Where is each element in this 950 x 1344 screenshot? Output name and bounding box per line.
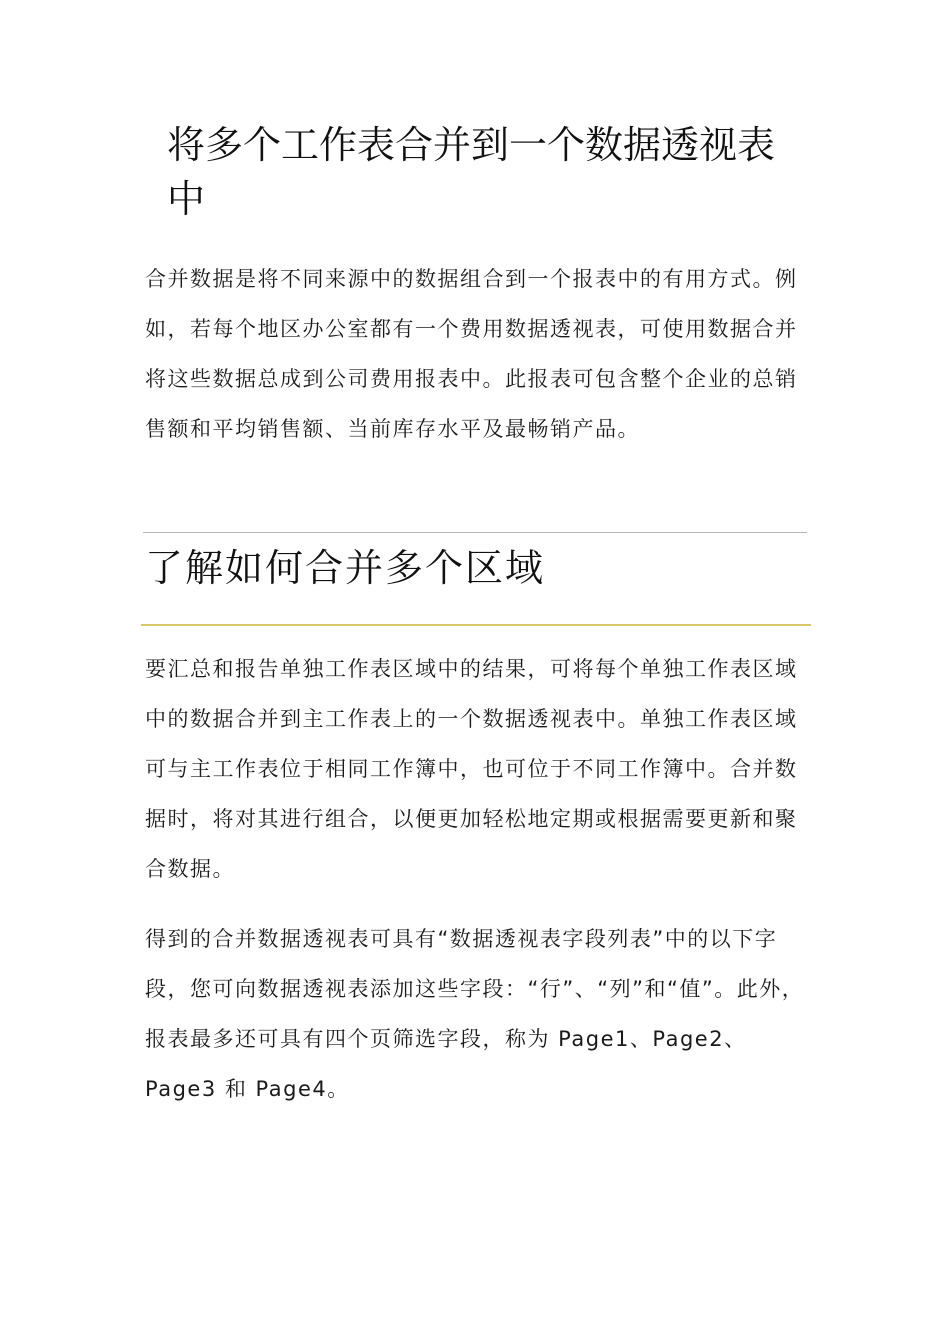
section-paragraph-1: 要汇总和报告单独工作表区域中的结果，可将每个单独工作表区域中的数据合并到主工作表上的一个数据透视表中。单独工作表区域可与主工作表位于相同工作簿中，也可位于不同工作簿中。合并数据时，将对其进行组合，以便更加轻松地定期或根据需要更新和聚合数据。 bbox=[145, 657, 798, 881]
page-title: 将多个工作表合并到一个数据透视表中 bbox=[167, 123, 776, 221]
intro-paragraph: 合并数据是将不同来源中的数据组合到一个报表中的有用方式。例如，若每个地区办公室都有一个费用数据透视表，可使用数据合并将这些数据总成到公司费用报表中。此报表可包含整个企业的总销售额和平均销售额、当前库存水平及最畅销产品。 bbox=[145, 267, 798, 441]
section-heading: 了解如何合并多个区域 bbox=[145, 546, 546, 590]
section-divider-top bbox=[143, 532, 807, 533]
section-paragraph-2: 得到的合并数据透视表可具有“数据透视表字段列表”中的以下字段，您可向数据透视表添加这些字段：“行”、“列”和“值”。此外，报表最多还可具有四个页筛选字段，称为 Page1、Page2、Page3 和 Page4。 bbox=[145, 927, 805, 1101]
section-divider-accent bbox=[141, 624, 811, 626]
